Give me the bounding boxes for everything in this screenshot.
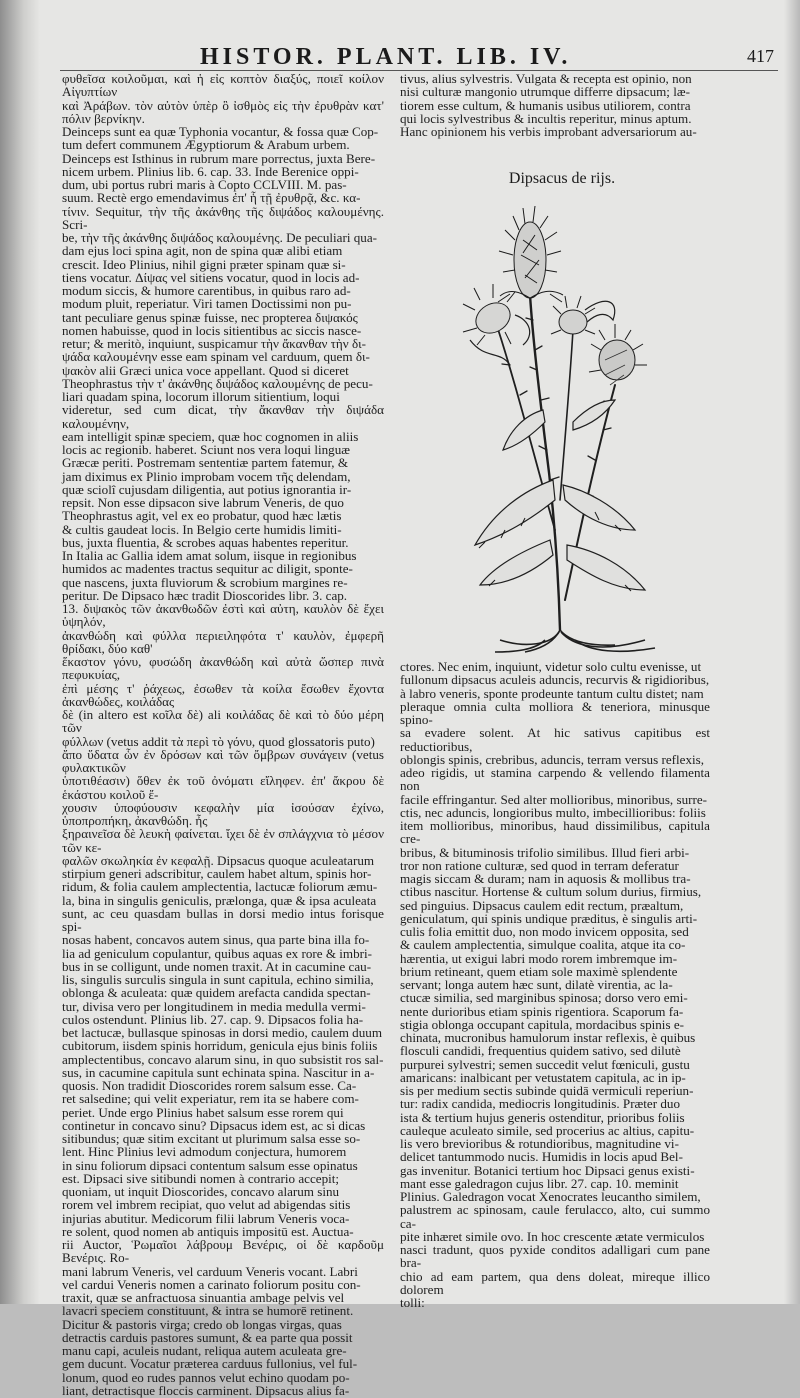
- text-line: traxit, quæ se anfractuosa sinuantia ambage pelvis vel: [62, 1290, 345, 1305]
- text-line: Hanc opinionem his verbis improbant adversariorum au-: [400, 124, 697, 139]
- text-line: servant; longa autem hæc sunt, dilatè virentia, ac la-: [400, 977, 673, 992]
- text-line: brium retineant, quem etiam sole maximè splendente: [400, 963, 678, 979]
- text-line: stigia oblonga occupant capitula, mordacibus spinis e-: [400, 1016, 684, 1032]
- text-line: nicem urbem. Plinius lib. 6. cap. 33. Inde Berenice oppi-: [62, 163, 359, 179]
- text-line: videretur, sed cum dicat, τὴν ἄκανθαν τὴν διψάδα καλουμένην,: [62, 402, 384, 431]
- text-line: Deinceps sunt ea quæ Typhonia vocantur, & fossa quæ Cop-: [62, 124, 379, 139]
- text-line: pleraque omnia culta molliora & teneriora, minusque spino-: [400, 698, 710, 727]
- text-line: nosas habent, concavos autem sinus, qua parte bina illa fo-: [62, 932, 370, 948]
- text-line: ἐπὶ μέσης τ' ῥάχεως, ἐσωθεν τὰ κοίλα ἔσωθεν ἔχοντα ἀκανθώδες, κοιλάδας: [62, 680, 384, 709]
- page-gutter-shadow: [0, 0, 40, 1304]
- text-line: ista & tertium hujus generis ostenditur, prioribus foliis: [400, 1109, 685, 1125]
- text-line: tur, divisa vero per longitudinem in media medulla vermi-: [62, 998, 366, 1014]
- text-line: que nascens, juxta fluviorum & scrobium margines re-: [62, 574, 348, 590]
- text-line: est. Dipsaci sive sitibundi nomen à contrario accepit;: [62, 1170, 340, 1186]
- text-line: peritur. De Dipsaco hæc tradit Dioscorides libr. 3. cap.: [62, 587, 348, 603]
- text-line: adeo rigidis, ut stamina carpendo & vellendo filamenta non: [400, 765, 710, 794]
- text-line: lia ad geniculum copulantur, quibus aquas ex rore & imbri-: [62, 945, 373, 961]
- text-line: suum. Rectè ergo emendavimus ἐπ' ἧ τῇ ἐρυθρᾷ, &c. κα-: [62, 190, 361, 206]
- text-line: ἄπο ὕδατα ὧν ἐν δρόσων καὶ τῶν ὄμβρων συνάγειν (vetus φυλακτικῶν: [62, 746, 384, 775]
- text-line: quosis. Non tradidit Dioscorides rorem salsum esse. Ca-: [62, 1078, 357, 1093]
- text-line: modum siccis, & humore carentibus, in quibus raro ad-: [62, 283, 351, 298]
- text-line: lis, singulis surculis singula in sunt capitula, echino similia,: [62, 972, 374, 987]
- text-line: ctucæ similia, sed marginibus spinosa; dorso vero emi-: [400, 990, 688, 1006]
- text-line: la, bina in singulis geniculis, prælonga, quæ & ipsa aculeata: [62, 892, 377, 908]
- text-line: culos ostendunt. Plinius lib. 27. cap. 9. Dipsacos folia ha-: [62, 1011, 364, 1027]
- page-header: [60, 44, 780, 70]
- text-line: lavacri speciem constituunt, & intra se humorē retinent.: [62, 1303, 354, 1319]
- text-line: lonum, quod eo rudes pannos velut echino quodam po-: [62, 1369, 350, 1385]
- text-line: lis vero brevioribus & rotundioribus, magnitudine vi-: [400, 1136, 679, 1151]
- text-line: bet lactucæ, bullasque spinosas in dorsi medio, caulem duum: [62, 1025, 383, 1040]
- text-line: gas invenitur. Botanici tertium hoc Dipsaci genus existi-: [400, 1162, 695, 1178]
- text-line: dum, ubi portus rubri maris à Copto CCLVIII. M. pas-: [62, 177, 347, 192]
- text-line: tur: radix candida, mediocris longitudinis. Præter duo: [400, 1096, 681, 1112]
- page-edge-shadow: [784, 0, 800, 1304]
- right-text-column-bottom: [400, 660, 710, 1309]
- text-line: oblonga & aculeata: quæ quidem arefacta candida spectan-: [62, 985, 371, 1001]
- text-line: & caulem amplectentia, simulque coalita, atque ita co-: [400, 937, 686, 953]
- text-line: jam diximus ex Plinio improbam vocem τῆς delendam,: [62, 468, 351, 484]
- text-line: quoniam, ut inquit Dioscorides, concavo alarum sinu: [62, 1184, 340, 1199]
- text-line: vel cardui Veneris nomen a carinato foliorum positu con-: [62, 1276, 361, 1292]
- text-line: oblongis spinis, crebribus, aduncis, terram versus reflexis,: [400, 751, 705, 767]
- text-line: rii Auctor, Ῥωμαῖοι λάβρουμ Βενέρις, οἱ δὲ καρδοῦμ Βενέρις. Ro-: [62, 1237, 384, 1266]
- text-line: repsit. Non esse dipsacon sive labrum Veneris, de quo: [62, 495, 344, 510]
- text-line: τίνιν. Sequitur, τὴν τῆς ἀκάνθης τῆς διψάδος καλουμένης. Scri-: [62, 203, 384, 232]
- text-line: stirpium generi adscribitur, caulem habet altum, spinis hor-: [62, 866, 372, 881]
- text-line: ἀκανθώδη καὶ φύλλα περιειληφότα τ' καυλὸν, ἐμφερῆ θρίδακι, δύο καθ': [62, 627, 384, 656]
- text-line: ψάδα καλουμένην esse eam spinam vel carduum, quem δι-: [62, 349, 370, 365]
- text-line: sis per medium sectis subinde quidā vermiculi reperiun-: [400, 1083, 694, 1098]
- text-line: sunt, ac ceu quasdam bullas in dorsi medio intus forisque spi-: [62, 905, 384, 934]
- text-line: item mollioribus, minoribus, haud dissimilibus, capitula cre-: [400, 818, 710, 847]
- text-line: bus in se colligunt, unde nomen traxit. At in cacumine cau-: [62, 958, 372, 974]
- text-line: liant, detractisque floccis carminent. Dipsacus alius fa-: [62, 1382, 350, 1398]
- text-line: rorem vel imbrem recipiat, quo velut ad abigendas sitis: [62, 1197, 351, 1213]
- figure-caption: Dipsacus de rijs.: [508, 170, 616, 187]
- text-line: hærentia, ut exigui labri modo rorem imbremque im-: [400, 950, 678, 966]
- text-line: Dicitur & pastoris virga; credo ob longas virgas, quas: [62, 1316, 342, 1332]
- text-line: magis siccam & duram; nam in aquosis & mollibus tra-: [400, 871, 691, 886]
- text-line: ret salsedine; qui velit experiatur, rem ita se habere com-: [62, 1091, 359, 1107]
- text-line: periet. Unde ergo Plinius habet salsum esse rorem qui: [62, 1104, 344, 1120]
- page-number: 417: [747, 46, 774, 66]
- text-line: tum defert communem Ægyptiorum & Arabum urbem.: [62, 137, 350, 153]
- text-line: sitibundus; quæ sitim excitant ut plurimum salsa esse so-: [62, 1131, 361, 1146]
- text-line: Theophrastus τὴν τ' ἀκάνθης διψάδος καλουμένης de pecu-: [62, 375, 373, 391]
- text-line: ἕκαστον γόνυ, φυσώδη ἀκανθώδη καὶ αὐτὰ ὥσπερ πινὰ πεφυκυίας,: [62, 654, 384, 683]
- text-line: sed pinguius. Dipsacus caulem edit rectum, præaltum,: [400, 897, 684, 913]
- text-line: ctibus nascitur. Hortense & cultum solum durius, firmius,: [400, 884, 702, 900]
- text-line: purpurei sylvestri; semen succedit velut fœniculi, gustu: [400, 1056, 690, 1072]
- text-line: retur; & meritò, inquiunt, suspicamur τὴν ἄκανθαν τὴν δι-: [62, 336, 367, 351]
- text-line: eam intelligit spinæ speciem, quæ hoc cognomen in aliis: [62, 428, 359, 444]
- text-line: Theophrastus agit, vel ex eo probatur, quod hæc lætis: [62, 508, 342, 524]
- text-line: nente durioribus etiam spinis rigentiora. Scaporum fa-: [400, 1003, 684, 1019]
- text-line: ψακὸν alii Græci unica voce appellant. Quod si diceret: [62, 362, 349, 378]
- text-line: be, τὴν τῆς ἀκάνθης διψάδος καλουμένης. De peculiari qua-: [62, 230, 378, 245]
- text-line: φυθεῖσα κοιλοῦμαι, καὶ ἡ εἰς κοπτὸν διαξύς, ποιεῖ κοίλον Αἰγυπτίων: [62, 71, 384, 100]
- text-line: nisi culturæ mangonio utrumque differre dipsacum; læ-: [400, 84, 690, 100]
- text-line: delicet tantummodo nucis. Humidis in locis apud Bel-: [400, 1149, 683, 1165]
- text-line: chio ad eam partem, qua dens doleat, mireque illico dolorem: [400, 1268, 710, 1297]
- text-line: tror non ratione culturæ, sed quod in terram deferatur: [400, 857, 679, 873]
- text-line: gem ducunt. Vocatur præterea carduus fullonius, vel ful-: [62, 1356, 358, 1372]
- text-line: quæ sciolî cujusdam diligentia, aut potius ignorantia ir-: [62, 481, 352, 497]
- text-line: ὑποτιθέασιν) ὅθεν ἐκ τοῦ ὀνόματι εἴληφεν. ἐπ' ἄκρου δὲ ἑκάστου κοιλοῦ ἔ-: [62, 773, 384, 802]
- text-line: φαλῶν σκωληκία ἐν κεφαλῇ. Dipsacus quoque aculeatarum: [62, 852, 375, 868]
- text-line: geniculatum, qui spinis undique præditus, è singulis arti-: [400, 910, 698, 926]
- text-line: flosculi candidi, frequentius quidem sativo, sed dilutè: [400, 1043, 681, 1059]
- text-line: facile effringantur. Sed alter mollioribus, minoribus, surre-: [400, 791, 708, 807]
- text-line: palustrem ac spinosam, caule ferulacco, alto, cui summo ca-: [400, 1202, 710, 1231]
- text-line: cubitorum, iisdem spinis horridum, genicula ejus binis foliis: [62, 1038, 378, 1054]
- text-line: culis folia emittit duo, non modo invicem opposita, sed: [400, 924, 689, 939]
- text-line: tolli:: [400, 1295, 425, 1310]
- text-line: bus, juxta fluentia, & scrobes aquas habentes reperitur.: [62, 534, 349, 550]
- text-line: καὶ Ἀράβων. τὸν αὐτὸν ὑπὲρ ὃ ἰσθμὸς εἰς τὴν ἐρυθρὰν κατ' πόλιν βερνίκην.: [62, 97, 384, 126]
- text-line: detractis carduis pastores sumunt, & ea parte qua possit: [62, 1329, 353, 1345]
- teasel-woodcut-illustration: [455, 200, 665, 655]
- text-line: nasci tradunt, quos pyxide conditos adalligari cum pane bra-: [400, 1242, 710, 1271]
- text-line: à labro veneris, sponte prodeunte tantum cultu distet; nam: [400, 685, 704, 701]
- running-head: HISTOR. PLANT. LIB. IV.: [200, 44, 572, 70]
- text-line: χουσιν ὑποφύουσιν κεφαλὴν μία ἰσούσαν ἐχίνω, ὑποπροπήκη, ἀκανθώδη. ἦς: [62, 799, 384, 828]
- text-line: δὲ (in altero est κοῖλα δὲ) ali κοιλάδας δὲ καὶ τὸ δύο μέρη τῶν: [62, 707, 384, 736]
- text-line: tiorem esse cultum, & humanis usibus utiliorem, contra: [400, 97, 691, 113]
- text-line: fullonum dipsacus aculeis aduncis, recurvis & rigidioribus,: [400, 672, 710, 688]
- text-line: bribus, & bituminosis trifolio similibus. Illud fieri arbi-: [400, 844, 690, 860]
- text-line: amplectentibus, concavo alarum sinu, in quo subsistit ros sal-: [62, 1051, 384, 1067]
- text-line: qui locis sylvestribus & incultis reperitur, minus aptum.: [400, 110, 692, 126]
- text-line: ctores. Nec enim, inquiunt, videtur solo cultu evenisse, ut: [400, 659, 702, 674]
- text-line: ctis, nec aduncis, longioribus multo, imbecillioribus: foliis: [400, 804, 706, 820]
- left-text-column: [62, 72, 384, 1397]
- text-line: tiens vocatur. Δίψας vel sitiens vocatur, quod in locis ad-: [62, 269, 360, 285]
- text-line: sa evadere solent. At hic sativus capitibus est reductioribus,: [400, 725, 710, 754]
- text-line: liari quadam spina, locorum illorum sitientium, loqui: [62, 389, 340, 404]
- text-line: lent. Hinc Plinius levi admodum conjectura, humorem: [62, 1144, 347, 1160]
- text-line: tant peculiare genus spinæ fuisse, nec propterea διψακός: [62, 309, 358, 325]
- text-line: humidos ac madentes tractus sequitur ac diligit, sponte-: [62, 561, 353, 577]
- text-line: continetur in concavo sinu? Dipsacus idem est, ac si dicas: [62, 1117, 366, 1133]
- text-line: injurias abutitur. Medicorum filii labrum Veneris voca-: [62, 1210, 350, 1226]
- text-line: φύλλων (vetus addit τὰ περὶ τὸ γόνυ, quod glossatoris puto): [62, 733, 375, 749]
- text-line: in sinu foliorum dipsaci contentum salsum esse opinatus: [62, 1157, 358, 1173]
- text-line: Plinius. Galedragon vocat Xenocrates leucantho similem,: [400, 1189, 701, 1204]
- text-line: crescit. Ideo Plinius, nihil gigni præter spinam quæ si-: [62, 256, 346, 272]
- text-line: ξηραινεῖσα δὲ λευκὴ φαίνεται. ἴχει δὲ ἐν σπλάγχνια τὸ μέσον τῶν κε-: [62, 826, 384, 855]
- text-line: chinata, mucronibus hamulorum instar reflexis, è quibus: [400, 1030, 696, 1045]
- text-line: tivus, alius sylvestris. Vulgata & recepta est opinio, non: [400, 71, 692, 86]
- text-line: re solent, quod nomen ab antiquis impositū est. Auctua-: [62, 1223, 354, 1239]
- text-line: 13. διψακὸς τῶν ἀκανθωδῶν ἐστὶ καὶ αὐτη, καυλὸν δὲ ἔχει ὑψηλόν,: [62, 601, 384, 630]
- text-line: & cultis gaudeat locis. In Belgio certe humidis limiti-: [62, 521, 342, 537]
- text-line: nomen habuisse, quod in locis sitientibus ac siccis nasce-: [62, 322, 362, 338]
- text-line: amaricans: inalbicant per vetustatem capitula, ac in ip-: [400, 1069, 686, 1085]
- text-line: pite inhæret simile ovo. In hoc crescente ætate vermiculos: [400, 1228, 705, 1244]
- text-line: sus, in cacumine capitula sunt echinata spina. Nascitur in a-: [62, 1064, 375, 1080]
- text-line: Deinceps est Isthinus in rubrum mare porrectus, juxta Bere-: [62, 150, 376, 166]
- text-line: mani labrum Veneris, vel carduum Veneris vocant. Labri: [62, 1263, 358, 1279]
- text-line: cauleque aculeato simile, sed procerius ac altius, capitu-: [400, 1122, 695, 1138]
- text-line: locis ac regionib. haberet. Sciunt nos vera loqui linguæ: [62, 442, 350, 457]
- text-line: ridum, & folia caulem amplectentia, lactucæ foliorum æmu-: [62, 879, 378, 895]
- text-line: dam ejus loci spina agit, non de spina quæ alibi etiam: [62, 243, 343, 259]
- text-line: Græcæ periti. Postremam sententiæ partem fatemur, &: [62, 455, 349, 471]
- text-line: In Italia ac Gallia idem amat solum, iisque in regionibus: [62, 548, 357, 563]
- text-line: manu capi, aculeis nudant, reliqua autem aculeata gre-: [62, 1343, 347, 1358]
- right-text-column-top: [400, 72, 710, 138]
- text-line: mant esse galedragon cujus libr. 27. cap. 10. meminit: [400, 1175, 679, 1191]
- text-line: modum pluit, reperiatur. Viri tamen Doctissimi non pu-: [62, 296, 352, 312]
